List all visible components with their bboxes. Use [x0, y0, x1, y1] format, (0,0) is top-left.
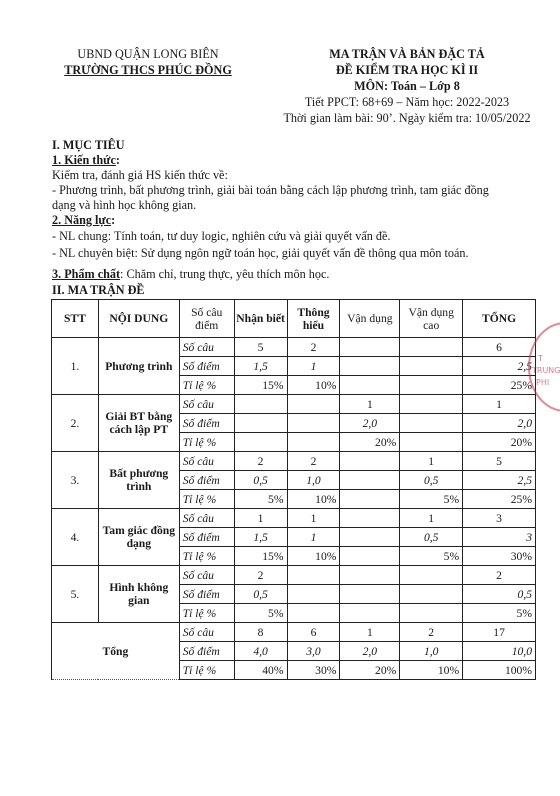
cell-value — [287, 604, 340, 623]
doc-time: Thời gian làm bài: 90’. Ngày kiểm tra: 10/05/2022 — [283, 111, 531, 125]
cell-value: 10% — [287, 490, 340, 509]
cell-value: 2 — [287, 338, 340, 357]
cell-value: 5% — [234, 490, 287, 509]
doc-ppct: Tiết PPCT: 68+69 – Năm học: 2022-2023 — [304, 95, 510, 109]
cell-value — [400, 414, 463, 433]
header-tong: TỔNG — [463, 300, 536, 338]
row-metric-label: Số câu — [179, 566, 234, 585]
row-metric-label: Số điểm — [179, 471, 234, 490]
knowledge-heading: 1. Kiến thức — [52, 153, 116, 167]
cell-value — [400, 585, 463, 604]
cell-value: 1,0 — [400, 642, 463, 661]
cell-value — [287, 585, 340, 604]
row-metric-label: Số câu — [179, 509, 234, 528]
cell-value — [340, 376, 400, 395]
cell-value — [340, 547, 400, 566]
cell-value: 0,5 — [234, 471, 287, 490]
cell-value: 8 — [234, 623, 287, 642]
header-nhan-biet: Nhận biết — [234, 300, 287, 338]
matrix-table — [51, 299, 536, 680]
row-metric-label: Số điểm — [179, 414, 234, 433]
cell-value: 6 — [287, 623, 340, 642]
doc-title-1: MA TRẬN VÀ BẢN ĐẶC TẢ — [329, 47, 485, 61]
row-metric-label: Số điểm — [179, 528, 234, 547]
cell-value — [287, 414, 340, 433]
cell-value: 5% — [234, 604, 287, 623]
section2-heading: II. MA TRẬN ĐỀ — [52, 283, 145, 297]
row-metric-label: Số điểm — [179, 642, 234, 661]
section-objectives — [52, 138, 552, 282]
cell-value: 10% — [400, 661, 463, 680]
row-stt: 2. — [52, 395, 99, 452]
cell-value: 20% — [340, 661, 400, 680]
cell-value — [340, 338, 400, 357]
table-row — [52, 395, 536, 414]
cell-value — [340, 528, 400, 547]
header-socau-diem: Số câu điểm — [179, 300, 234, 338]
cell-value: 1,5 — [234, 528, 287, 547]
cell-value — [400, 395, 463, 414]
cell-value: 25% — [463, 490, 536, 509]
row-content-name: Giải BT bằng cách lập PT — [98, 395, 179, 452]
cell-value: 20% — [340, 433, 400, 452]
cell-value: 2,5 — [463, 357, 536, 376]
knowledge-detail: - Phương trình, bất phương trình, giải bài toán bằng cách lập phương trình, tam giác đồng — [52, 183, 489, 197]
cell-value: 2,5 — [463, 471, 536, 490]
cell-value — [340, 357, 400, 376]
cell-value: 5 — [234, 338, 287, 357]
cell-value — [234, 414, 287, 433]
cell-value — [400, 604, 463, 623]
cell-value — [287, 566, 340, 585]
cell-value: 1 — [234, 509, 287, 528]
table-row — [52, 566, 536, 585]
row-metric-label: Số câu — [179, 338, 234, 357]
cell-value: 2 — [234, 566, 287, 585]
total-label: Tổng — [52, 623, 180, 680]
cell-value — [400, 566, 463, 585]
cell-value — [340, 509, 400, 528]
cell-value: 5% — [463, 604, 536, 623]
header-right — [262, 46, 552, 126]
org-name: UBND QUẬN LONG BIÊN — [77, 47, 219, 61]
cell-value — [340, 490, 400, 509]
cell-value: 25% — [463, 376, 536, 395]
total-row — [52, 623, 536, 642]
cell-value — [340, 604, 400, 623]
row-metric-label: Tỉ lệ % — [179, 661, 234, 680]
cell-value: 1 — [400, 452, 463, 471]
competency-specific: - NL chuyên biệt: Sử dụng ngôn ngữ toán học, giải quyết vấn đề thông qua môn toán. — [52, 246, 469, 260]
cell-value: 1,5 — [234, 357, 287, 376]
row-metric-label: Số câu — [179, 623, 234, 642]
header-content: NỘI DUNG — [98, 300, 179, 338]
cell-value — [234, 395, 287, 414]
cell-value: 40% — [234, 661, 287, 680]
cell-value: 1 — [463, 395, 536, 414]
knowledge-intro: Kiểm tra, đánh giá HS kiến thức về: — [52, 168, 228, 182]
header-van-dung-cao: Vận dụng cao — [400, 300, 463, 338]
table-row — [52, 509, 536, 528]
cell-value: 0,5 — [463, 585, 536, 604]
cell-value: 0,5 — [400, 528, 463, 547]
cell-value: 2,0 — [463, 414, 536, 433]
header-thong-hieu: Thông hiểu — [287, 300, 340, 338]
cell-value: 5% — [400, 547, 463, 566]
row-metric-label: Tỉ lệ % — [179, 433, 234, 452]
cell-value: 6 — [463, 338, 536, 357]
knowledge-detail-cont: dạng và hình học không gian. — [52, 198, 197, 212]
row-stt: 5. — [52, 566, 99, 623]
cell-value: 3,0 — [287, 642, 340, 661]
row-content-name: Hình không gian — [98, 566, 179, 623]
cell-value — [340, 566, 400, 585]
row-metric-label: Tỉ lệ % — [179, 490, 234, 509]
cell-value: 1 — [287, 509, 340, 528]
header-stt: STT — [52, 300, 99, 338]
cell-value: 2,0 — [340, 414, 400, 433]
cell-value: 1 — [287, 357, 340, 376]
cell-value: 2 — [463, 566, 536, 585]
cell-value: 0,5 — [400, 471, 463, 490]
cell-value: 4,0 — [234, 642, 287, 661]
cell-value — [340, 452, 400, 471]
table-row — [52, 452, 536, 471]
row-stt: 1. — [52, 338, 99, 395]
cell-value: 17 — [463, 623, 536, 642]
cell-value: 30% — [287, 661, 340, 680]
school-name: TRƯỜNG THCS PHÚC ĐỒNG — [64, 63, 232, 77]
cell-value — [400, 433, 463, 452]
cell-value: 15% — [234, 376, 287, 395]
doc-title-2: ĐỀ KIỂM TRA HỌC KÌ II — [335, 63, 479, 77]
cell-value — [400, 376, 463, 395]
cell-value: 1 — [287, 528, 340, 547]
cell-value: 30% — [463, 547, 536, 566]
quality-text: : Chăm chỉ, trung thực, yêu thích môn học. — [120, 267, 330, 281]
cell-value: 3 — [463, 528, 536, 547]
cell-value: 1 — [340, 623, 400, 642]
cell-value — [400, 338, 463, 357]
cell-value — [287, 395, 340, 414]
cell-value: 5% — [400, 490, 463, 509]
cell-value: 2 — [287, 452, 340, 471]
cell-value: 1 — [340, 395, 400, 414]
row-metric-label: Tỉ lệ % — [179, 604, 234, 623]
competency-general: - NL chung: Tính toán, tư duy logic, nghiên cứu và giải quyết vấn đề. — [52, 229, 391, 243]
row-stt: 3. — [52, 452, 99, 509]
row-metric-label: Tỉ lệ % — [179, 376, 234, 395]
cell-value — [287, 433, 340, 452]
cell-value: 5 — [463, 452, 536, 471]
competency-colon: : — [111, 213, 116, 227]
header-van-dung: Vận dụng — [340, 300, 400, 338]
row-metric-label: Tỉ lệ % — [179, 547, 234, 566]
row-content-name: Bất phương trình — [98, 452, 179, 509]
cell-value: 2,0 — [340, 642, 400, 661]
cell-value — [400, 357, 463, 376]
cell-value: 15% — [234, 547, 287, 566]
knowledge-colon: : — [115, 153, 120, 167]
cell-value: 1 — [400, 509, 463, 528]
header-left — [48, 46, 248, 78]
cell-value: 0,5 — [234, 585, 287, 604]
row-metric-label: Số câu — [179, 452, 234, 471]
cell-value — [234, 433, 287, 452]
section1-heading: I. MỤC TIÊU — [52, 138, 125, 152]
cell-value: 20% — [463, 433, 536, 452]
cell-value — [340, 471, 400, 490]
row-metric-label: Số câu — [179, 395, 234, 414]
doc-subject: MÔN: Toán – Lớp 8 — [354, 79, 460, 93]
cell-value: 10% — [287, 376, 340, 395]
row-content-name: Tam giác đồng dạng — [98, 509, 179, 566]
cell-value: 10% — [287, 547, 340, 566]
cell-value: 100% — [463, 661, 536, 680]
competency-heading: 2. Năng lực — [52, 213, 112, 227]
row-metric-label: Số điểm — [179, 357, 234, 376]
cell-value: 3 — [463, 509, 536, 528]
row-content-name: Phương trình — [98, 338, 179, 395]
table-row — [52, 338, 536, 357]
cell-value — [340, 585, 400, 604]
quality-heading: 3. Phẩm chất — [52, 267, 121, 281]
school-seal-stamp: T TRUNG PHI — [528, 322, 560, 412]
cell-value: 2 — [234, 452, 287, 471]
cell-value: 10,0 — [463, 642, 536, 661]
cell-value: 2 — [400, 623, 463, 642]
cell-value: 1,0 — [287, 471, 340, 490]
row-metric-label: Số điểm — [179, 585, 234, 604]
row-stt: 4. — [52, 509, 99, 566]
